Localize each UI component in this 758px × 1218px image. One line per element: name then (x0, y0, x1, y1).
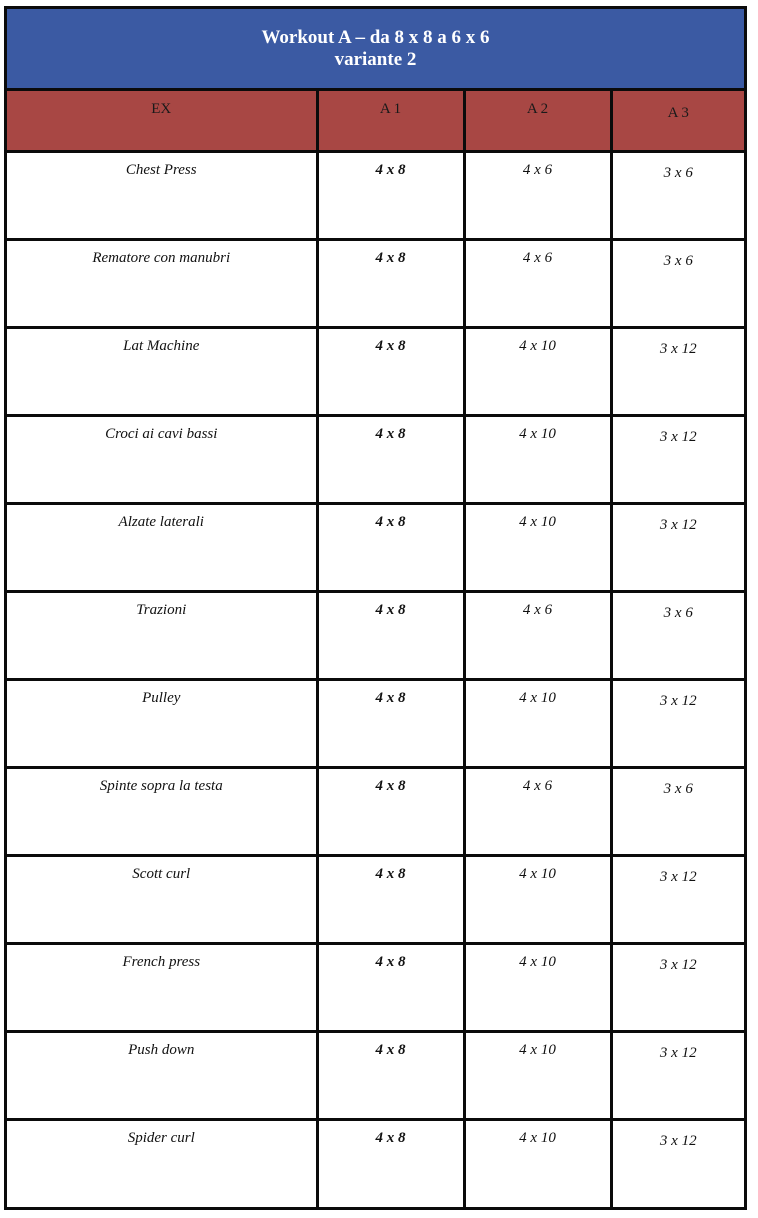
cell-a2 (464, 1119, 611, 1207)
cell-a3 (611, 239, 744, 327)
sets-reps-value: 3 x 12 (659, 956, 697, 973)
cell-a2 (464, 239, 611, 327)
cell-ex (7, 415, 317, 503)
sets-reps-value: 4 x 8 (375, 161, 406, 178)
cell-ex (7, 943, 317, 1031)
cell-a3 (611, 855, 744, 943)
sets-reps-value: 4 x 8 (375, 953, 406, 970)
column-header-a1 (317, 91, 464, 151)
cell-a2 (464, 943, 611, 1031)
table-row (7, 855, 744, 943)
sets-reps-value: 4 x 10 (519, 689, 556, 706)
cell-a1 (317, 327, 464, 415)
cell-ex (7, 1119, 317, 1207)
sets-reps-value: 4 x 6 (522, 249, 553, 266)
exercise-name: Lat Machine (123, 337, 200, 354)
exercise-name: Rematore con manubri (92, 249, 231, 266)
sets-reps-value: 4 x 8 (375, 425, 406, 442)
cell-a1 (317, 1031, 464, 1119)
sets-reps-value: 3 x 6 (663, 164, 693, 181)
cell-ex (7, 327, 317, 415)
exercise-name: Spider curl (127, 1129, 195, 1146)
cell-a1 (317, 591, 464, 679)
exercise-name: Scott curl (132, 865, 191, 882)
workout-sheet (4, 6, 747, 1210)
cell-a1 (317, 679, 464, 767)
table-row (7, 679, 744, 767)
cell-a3 (611, 943, 744, 1031)
sets-reps-value: 4 x 8 (375, 865, 406, 882)
sets-reps-value: 4 x 6 (522, 777, 553, 794)
sets-reps-value: 4 x 8 (375, 601, 406, 618)
sets-reps-value: 3 x 6 (663, 252, 693, 269)
cell-a1 (317, 1119, 464, 1207)
table-body (7, 151, 744, 1207)
header-row (7, 91, 744, 151)
sets-reps-value: 4 x 6 (522, 161, 553, 178)
sets-reps-value: 3 x 12 (659, 692, 697, 709)
cell-a2 (464, 855, 611, 943)
sets-reps-value: 4 x 10 (519, 1129, 556, 1146)
sets-reps-value: 4 x 8 (375, 513, 406, 530)
cell-a1 (317, 855, 464, 943)
cell-a1 (317, 239, 464, 327)
sets-reps-value: 4 x 10 (519, 337, 556, 354)
cell-a2 (464, 767, 611, 855)
sets-reps-value: 3 x 12 (659, 516, 697, 533)
sets-reps-value: 4 x 8 (375, 1129, 406, 1146)
cell-a1 (317, 503, 464, 591)
exercise-name: Spinte sopra la testa (99, 777, 223, 794)
sets-reps-value: 4 x 10 (519, 425, 556, 442)
cell-a2 (464, 503, 611, 591)
cell-ex (7, 1031, 317, 1119)
table-row (7, 151, 744, 239)
table-row (7, 1031, 744, 1119)
column-header-label: EX (151, 101, 172, 117)
cell-a1 (317, 767, 464, 855)
column-header-label: A 1 (379, 101, 402, 117)
cell-a1 (317, 943, 464, 1031)
exercise-name: Push down (128, 1041, 195, 1058)
sets-reps-value: 3 x 12 (659, 1044, 697, 1061)
sets-reps-value: 4 x 8 (375, 337, 406, 354)
cell-a3 (611, 327, 744, 415)
cell-a2 (464, 591, 611, 679)
table-row (7, 239, 744, 327)
cell-ex (7, 239, 317, 327)
exercise-name: French press (122, 953, 201, 970)
workout-table (7, 91, 744, 1207)
table-row (7, 1119, 744, 1207)
sets-reps-value: 3 x 12 (659, 428, 697, 445)
cell-a2 (464, 1031, 611, 1119)
cell-ex (7, 591, 317, 679)
table-row (7, 591, 744, 679)
table-row (7, 327, 744, 415)
title-line-2: variante 2 (334, 48, 417, 70)
exercise-name: Alzate laterali (118, 513, 204, 530)
cell-a3 (611, 151, 744, 239)
table-row (7, 415, 744, 503)
sets-reps-value: 4 x 8 (375, 249, 406, 266)
table-row (7, 767, 744, 855)
sets-reps-value: 4 x 6 (522, 601, 553, 618)
sets-reps-value: 4 x 8 (375, 1041, 406, 1058)
column-header-ex (7, 91, 317, 151)
column-header-a3 (611, 91, 744, 151)
table-row (7, 943, 744, 1031)
cell-a3 (611, 503, 744, 591)
exercise-name: Pulley (142, 689, 181, 706)
cell-a3 (611, 591, 744, 679)
cell-ex (7, 767, 317, 855)
column-header-a2 (464, 91, 611, 151)
sets-reps-value: 4 x 10 (519, 513, 556, 530)
cell-a3 (611, 415, 744, 503)
exercise-name: Chest Press (125, 161, 197, 178)
cell-a3 (611, 767, 744, 855)
cell-a2 (464, 151, 611, 239)
cell-a2 (464, 327, 611, 415)
sets-reps-value: 4 x 8 (375, 689, 406, 706)
cell-a1 (317, 415, 464, 503)
cell-a2 (464, 679, 611, 767)
cell-ex (7, 855, 317, 943)
cell-ex (7, 503, 317, 591)
sets-reps-value: 4 x 8 (375, 777, 406, 794)
sets-reps-value: 3 x 12 (659, 1132, 697, 1149)
cell-a2 (464, 415, 611, 503)
table-row (7, 503, 744, 591)
column-header-label: A 3 (667, 105, 689, 121)
sets-reps-value: 4 x 10 (519, 865, 556, 882)
sets-reps-value: 4 x 10 (519, 953, 556, 970)
exercise-name: Trazioni (136, 601, 187, 618)
cell-ex (7, 151, 317, 239)
sets-reps-value: 3 x 6 (663, 604, 693, 621)
title-line-1: Workout A – da 8 x 8 a 6 x 6 (261, 26, 490, 48)
title-bar (7, 9, 744, 91)
cell-a3 (611, 679, 744, 767)
sets-reps-value: 3 x 12 (659, 340, 697, 357)
sets-reps-value: 4 x 10 (519, 1041, 556, 1058)
cell-ex (7, 679, 317, 767)
cell-a3 (611, 1031, 744, 1119)
cell-a1 (317, 151, 464, 239)
sets-reps-value: 3 x 6 (663, 780, 693, 797)
sets-reps-value: 3 x 12 (659, 868, 697, 885)
exercise-name: Croci ai cavi bassi (105, 425, 218, 442)
column-header-label: A 2 (526, 101, 549, 117)
cell-a3 (611, 1119, 744, 1207)
